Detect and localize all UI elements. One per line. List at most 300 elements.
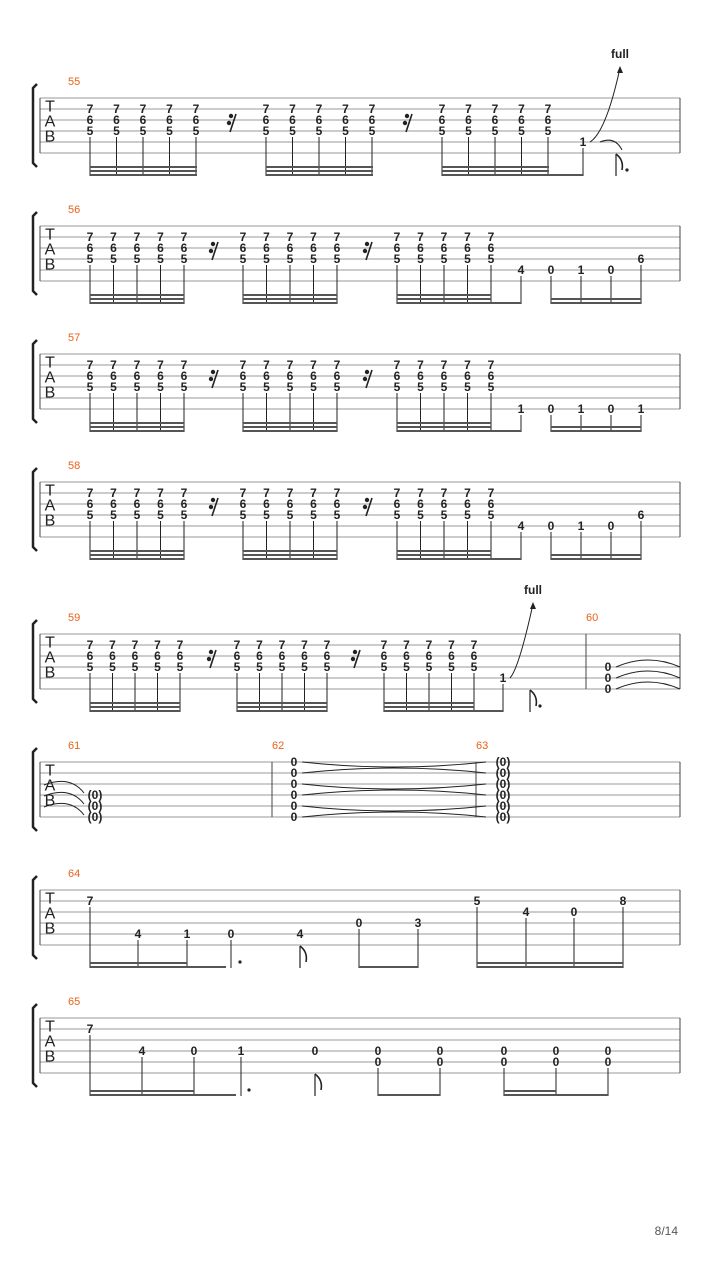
fret-number: 6 <box>440 241 448 255</box>
sixteenth-rest-dot <box>211 242 215 246</box>
fret-number: 5 <box>368 124 376 138</box>
fret-number: 7 <box>157 486 164 500</box>
tab-clef-letter: T <box>45 1018 55 1036</box>
tie-arc <box>302 812 486 817</box>
fret-number: 5 <box>263 508 270 522</box>
fret-number: 5 <box>180 508 188 522</box>
fret-number: 6 <box>487 241 495 255</box>
beam-extra <box>90 166 170 168</box>
measure-number: 59 <box>68 612 81 624</box>
beam <box>397 558 521 560</box>
fret-number: (0) <box>495 755 511 769</box>
fret-number: 6 <box>440 497 448 511</box>
bend-label: full <box>611 47 629 61</box>
sixteenth-rest-dot <box>365 242 369 246</box>
fret-number: 6 <box>487 369 495 383</box>
fret-number: 0 <box>570 905 578 919</box>
fret-number: 6 <box>425 649 433 663</box>
tab-clef-letter: B <box>44 256 56 274</box>
fret-number: 6 <box>438 113 446 127</box>
note-flag <box>315 1074 321 1090</box>
fret-number: 5 <box>440 252 448 266</box>
measure-number: 62 <box>272 740 285 752</box>
fret-number: 7 <box>157 358 164 372</box>
fret-number: 0 <box>547 519 555 533</box>
fret-number: 5 <box>310 380 317 394</box>
fret-number: 7 <box>133 230 141 244</box>
fret-number: 7 <box>380 638 388 652</box>
beam <box>243 298 337 300</box>
bend-arrowhead <box>530 602 536 609</box>
fret-number: 7 <box>239 358 247 372</box>
beam-extra <box>243 294 314 296</box>
beam <box>378 1094 440 1096</box>
fret-number: 0 <box>607 519 615 533</box>
fret-number: 0 <box>355 916 363 930</box>
fret-number: 7 <box>139 102 147 116</box>
fret-number: 7 <box>263 358 270 372</box>
fret-number: 6 <box>180 369 188 383</box>
beam <box>90 430 184 432</box>
fret-number: 7 <box>464 358 471 372</box>
fret-number: 7 <box>133 486 141 500</box>
fret-number: 7 <box>368 102 376 116</box>
sixteenth-rest-dot <box>353 650 357 654</box>
tab-clef-letter: A <box>44 113 56 131</box>
fret-number: 6 <box>110 241 117 255</box>
fret-number: 5 <box>157 508 164 522</box>
fret-number: 7 <box>301 638 308 652</box>
fret-number: 6 <box>133 497 141 511</box>
system-bracket <box>33 84 37 167</box>
sixteenth-rest-dot <box>365 370 369 374</box>
fret-number: 5 <box>487 380 495 394</box>
fret-number: 7 <box>113 102 120 116</box>
fret-number: 6 <box>139 113 147 127</box>
fret-number: 1 <box>577 402 585 416</box>
fret-number: 0 <box>547 402 555 416</box>
fret-number: 6 <box>239 241 247 255</box>
beam-extra <box>504 1090 556 1092</box>
fret-number: 6 <box>262 113 270 127</box>
fret-number: 6 <box>86 241 94 255</box>
sixteenth-rest-dot <box>209 249 213 253</box>
fret-number: 6 <box>380 649 388 663</box>
fret-number: 5 <box>113 124 120 138</box>
sixteenth-rest-dot <box>209 650 213 654</box>
beam <box>90 170 197 172</box>
fret-number: 7 <box>166 102 173 116</box>
fret-number: 5 <box>110 508 117 522</box>
fret-number: 6 <box>368 113 376 127</box>
fret-number: 5 <box>544 124 552 138</box>
fret-number: 6 <box>180 241 188 255</box>
fret-number: 7 <box>465 102 472 116</box>
fret-number: 6 <box>491 113 499 127</box>
fret-number: 7 <box>323 638 331 652</box>
fret-number: 7 <box>86 638 94 652</box>
fret-number: 5 <box>278 660 286 674</box>
measure-number: 56 <box>68 204 81 216</box>
beam <box>551 298 641 300</box>
fret-number: 0 <box>500 1044 508 1058</box>
measure-number: 55 <box>68 76 81 88</box>
fret-number: 6 <box>518 113 525 127</box>
fret-number: 6 <box>417 241 424 255</box>
fret-number: 7 <box>180 230 188 244</box>
beam <box>504 1094 608 1096</box>
fret-number: 6 <box>544 113 552 127</box>
fret-number: 6 <box>393 497 401 511</box>
fret-number: 5 <box>393 252 401 266</box>
fret-number: 5 <box>263 380 270 394</box>
beam <box>90 554 184 556</box>
beam-extra <box>90 1090 194 1092</box>
fret-number: 6 <box>256 649 263 663</box>
fret-number: 6 <box>113 113 120 127</box>
fret-number: 6 <box>86 113 94 127</box>
fret-number: 6 <box>440 369 448 383</box>
fret-number: 5 <box>192 124 200 138</box>
tab-clef-letter: A <box>44 497 56 515</box>
fret-number: 6 <box>278 649 286 663</box>
beam <box>90 426 184 428</box>
fret-number: 5 <box>403 660 410 674</box>
tab-clef-letter: B <box>44 384 56 402</box>
fret-number: 5 <box>333 508 341 522</box>
fret-number: 5 <box>86 660 94 674</box>
fret-number: 0 <box>607 402 615 416</box>
measure-number: 57 <box>68 332 81 344</box>
beam-extra <box>243 550 314 552</box>
fret-number: 6 <box>448 649 455 663</box>
sixteenth-rest-dot <box>363 505 367 509</box>
fret-number: 0 <box>374 1044 382 1058</box>
fret-number: 7 <box>487 230 495 244</box>
measure-number: 58 <box>68 460 81 472</box>
tie-arc <box>616 682 680 689</box>
fret-number: 5 <box>110 252 117 266</box>
fret-number: 5 <box>86 252 94 266</box>
fret-number: 6 <box>131 649 139 663</box>
measure-number: 61 <box>68 740 81 752</box>
fret-number: 7 <box>333 230 341 244</box>
fret-number: 6 <box>470 649 478 663</box>
fret-number: 0 <box>290 766 298 780</box>
fret-number: 5 <box>157 252 164 266</box>
beam <box>243 430 337 432</box>
fret-number: 0 <box>311 1044 319 1058</box>
fret-number: 5 <box>333 252 341 266</box>
fret-number: 6 <box>263 497 270 511</box>
sixteenth-rest-dot <box>403 121 407 125</box>
fret-number: 5 <box>262 124 270 138</box>
fret-number: 5 <box>518 124 525 138</box>
fret-number: 6 <box>239 497 247 511</box>
fret-number: 5 <box>440 380 448 394</box>
fret-number: 5 <box>157 380 164 394</box>
tie-arc <box>302 784 486 789</box>
fret-number: 6 <box>464 369 471 383</box>
fret-number: 1 <box>517 402 525 416</box>
beam <box>477 962 623 964</box>
fret-number: 4 <box>517 519 525 533</box>
fret-number: 7 <box>263 486 270 500</box>
fret-number: 5 <box>464 252 471 266</box>
beam <box>243 426 337 428</box>
fret-number: 6 <box>464 241 471 255</box>
beam <box>266 170 373 172</box>
fret-number: 0 <box>604 682 612 696</box>
tie-arc <box>616 671 680 678</box>
beam-extra <box>90 422 160 424</box>
fret-number: 5 <box>239 252 247 266</box>
sixteenth-rest-dot <box>207 657 211 661</box>
fret-number: 7 <box>131 638 139 652</box>
beam-extra <box>90 550 160 552</box>
fret-number: 7 <box>154 638 161 652</box>
fret-number: 6 <box>86 649 94 663</box>
dot <box>538 704 541 707</box>
measure-number: 63 <box>476 740 489 752</box>
beam <box>90 706 180 708</box>
fret-number: 7 <box>110 486 117 500</box>
fret-number: 6 <box>157 497 164 511</box>
fret-number: 7 <box>180 358 188 372</box>
sixteenth-rest-dot <box>211 498 215 502</box>
fret-number: 6 <box>263 369 270 383</box>
fret-number: 7 <box>86 102 94 116</box>
fret-number: 3 <box>414 916 422 930</box>
tab-clef-letter: A <box>44 369 56 387</box>
beam <box>243 554 337 556</box>
dot <box>238 960 241 963</box>
fret-number: 6 <box>310 497 317 511</box>
fret-number: (0) <box>87 788 103 802</box>
fret-number: 7 <box>180 486 188 500</box>
fret-number: 5 <box>180 252 188 266</box>
fret-number: 1 <box>237 1044 245 1058</box>
tab-clef-letter: A <box>44 777 56 795</box>
fret-number: 6 <box>637 508 645 522</box>
beam-extra <box>90 962 187 964</box>
system-bracket <box>33 340 37 423</box>
tab-clef-letter: B <box>44 1048 56 1066</box>
sixteenth-rest-dot <box>405 114 409 118</box>
beam <box>359 966 418 968</box>
beam <box>90 558 184 560</box>
system-bracket <box>33 1004 37 1087</box>
fret-number: 6 <box>110 369 117 383</box>
tab-clef-letter: B <box>44 512 56 530</box>
fret-number: 7 <box>310 230 317 244</box>
note-flag <box>530 690 536 706</box>
beam <box>266 174 373 176</box>
fret-number: 7 <box>86 230 94 244</box>
fret-number: 8 <box>619 894 627 908</box>
fret-number: 0 <box>290 788 298 802</box>
fret-number: 5 <box>380 660 388 674</box>
tie-arc <box>302 790 486 795</box>
fret-number: 5 <box>310 508 317 522</box>
fret-number: 7 <box>263 230 270 244</box>
beam <box>384 706 474 708</box>
beam <box>90 302 184 304</box>
measure-number: 60 <box>586 612 599 624</box>
sixteenth-rest-dot <box>351 657 355 661</box>
dot <box>625 168 628 171</box>
beam <box>243 302 337 304</box>
beam <box>551 430 641 432</box>
fret-number: 6 <box>637 252 645 266</box>
fret-number: 7 <box>192 102 200 116</box>
fret-number: 5 <box>393 380 401 394</box>
dot <box>247 1088 250 1091</box>
fret-number: 0 <box>190 1044 198 1058</box>
beam <box>384 710 503 712</box>
fret-number: 4 <box>296 927 304 941</box>
sixteenth-rest-dot <box>229 114 233 118</box>
fret-number: 7 <box>518 102 525 116</box>
fret-number: 7 <box>176 638 184 652</box>
fret-number: 5 <box>180 380 188 394</box>
fret-number: 6 <box>417 497 424 511</box>
fret-number: 7 <box>333 486 341 500</box>
fret-number: 5 <box>491 124 499 138</box>
fret-number: 6 <box>301 649 308 663</box>
fret-number: 0 <box>290 799 298 813</box>
fret-number: 7 <box>157 230 164 244</box>
fret-number: 5 <box>166 124 173 138</box>
fret-number: 5 <box>464 380 471 394</box>
fret-number: 0 <box>604 1044 612 1058</box>
beam <box>551 558 641 560</box>
beam <box>397 430 521 432</box>
fret-number: 7 <box>286 358 294 372</box>
fret-number: 0 <box>290 755 298 769</box>
tie-arc <box>302 762 486 767</box>
tab-clef-letter: T <box>45 482 55 500</box>
fret-number: 5 <box>487 252 495 266</box>
fret-number: 6 <box>464 497 471 511</box>
fret-number: 5 <box>323 660 331 674</box>
fret-number: 5 <box>448 660 455 674</box>
fret-number: 7 <box>239 230 247 244</box>
fret-number: 7 <box>86 894 94 908</box>
fret-number: 0 <box>290 810 298 824</box>
fret-number: 7 <box>286 486 294 500</box>
fret-number: 5 <box>286 252 294 266</box>
tab-clef-letter: A <box>44 241 56 259</box>
beam <box>551 302 641 304</box>
fret-number: 4 <box>522 905 530 919</box>
fret-number: 5 <box>86 124 94 138</box>
fret-number: 6 <box>286 241 294 255</box>
fret-number: 6 <box>393 241 401 255</box>
fret-number: 7 <box>278 638 286 652</box>
fret-number: 7 <box>110 358 117 372</box>
tab-clef-letter: B <box>44 792 56 810</box>
fret-number: 5 <box>315 124 323 138</box>
fret-number: 6 <box>323 649 331 663</box>
sixteenth-rest-dot <box>363 249 367 253</box>
fret-number: 0 <box>290 777 298 791</box>
fret-number: 5 <box>154 660 161 674</box>
bend-arrowhead <box>617 66 623 73</box>
fret-number: 1 <box>579 135 587 149</box>
system-bracket <box>33 620 37 703</box>
fret-number: (0) <box>87 799 103 813</box>
fret-number: 7 <box>289 102 296 116</box>
fret-number: 5 <box>393 508 401 522</box>
fret-number: 5 <box>289 124 296 138</box>
fret-number: 5 <box>465 124 472 138</box>
fret-number: 6 <box>157 241 164 255</box>
beam-extra <box>442 166 522 168</box>
fret-number: 7 <box>393 486 401 500</box>
fret-number: 7 <box>86 358 94 372</box>
fret-number: 7 <box>86 1022 94 1036</box>
fret-number: 5 <box>464 508 471 522</box>
fret-number: 7 <box>544 102 552 116</box>
tab-clef-letter: A <box>44 1033 56 1051</box>
beam-extra <box>266 166 346 168</box>
beam <box>551 426 641 428</box>
fret-number: 1 <box>183 927 191 941</box>
beam <box>397 426 491 428</box>
fret-number: 5 <box>256 660 263 674</box>
fret-number: 6 <box>487 497 495 511</box>
fret-number: 7 <box>425 638 433 652</box>
fret-number: 7 <box>286 230 294 244</box>
fret-number: 7 <box>438 102 446 116</box>
fret-number: 0 <box>547 263 555 277</box>
tab-clef-letter: B <box>44 920 56 938</box>
fret-number: 7 <box>440 358 448 372</box>
beam-extra <box>384 702 452 704</box>
beam <box>90 710 180 712</box>
fret-number: 6 <box>286 369 294 383</box>
fret-number: 6 <box>133 369 141 383</box>
fret-number: 5 <box>417 252 424 266</box>
fret-number: 7 <box>333 358 341 372</box>
fret-number: 5 <box>239 380 247 394</box>
fret-number: 6 <box>286 497 294 511</box>
fret-number: 7 <box>310 358 317 372</box>
fret-number: 7 <box>470 638 478 652</box>
system-bracket <box>33 748 37 831</box>
fret-number: 7 <box>315 102 323 116</box>
fret-number: 5 <box>310 252 317 266</box>
fret-number: 6 <box>417 369 424 383</box>
tab-clef-letter: B <box>44 664 56 682</box>
note-flag <box>616 154 622 170</box>
sixteenth-rest-dot <box>209 377 213 381</box>
beam <box>90 174 197 176</box>
fret-number: 6 <box>133 241 141 255</box>
fret-number: 4 <box>138 1044 146 1058</box>
fret-number: 6 <box>154 649 161 663</box>
beam-extra <box>397 550 468 552</box>
beam <box>551 554 641 556</box>
fret-number: 1 <box>577 263 585 277</box>
fret-number: 5 <box>139 124 147 138</box>
tab-clef-letter: T <box>45 890 55 908</box>
fret-number: 5 <box>286 380 294 394</box>
fret-number: 5 <box>342 124 349 138</box>
beam <box>397 298 491 300</box>
fret-number: 0 <box>436 1044 444 1058</box>
